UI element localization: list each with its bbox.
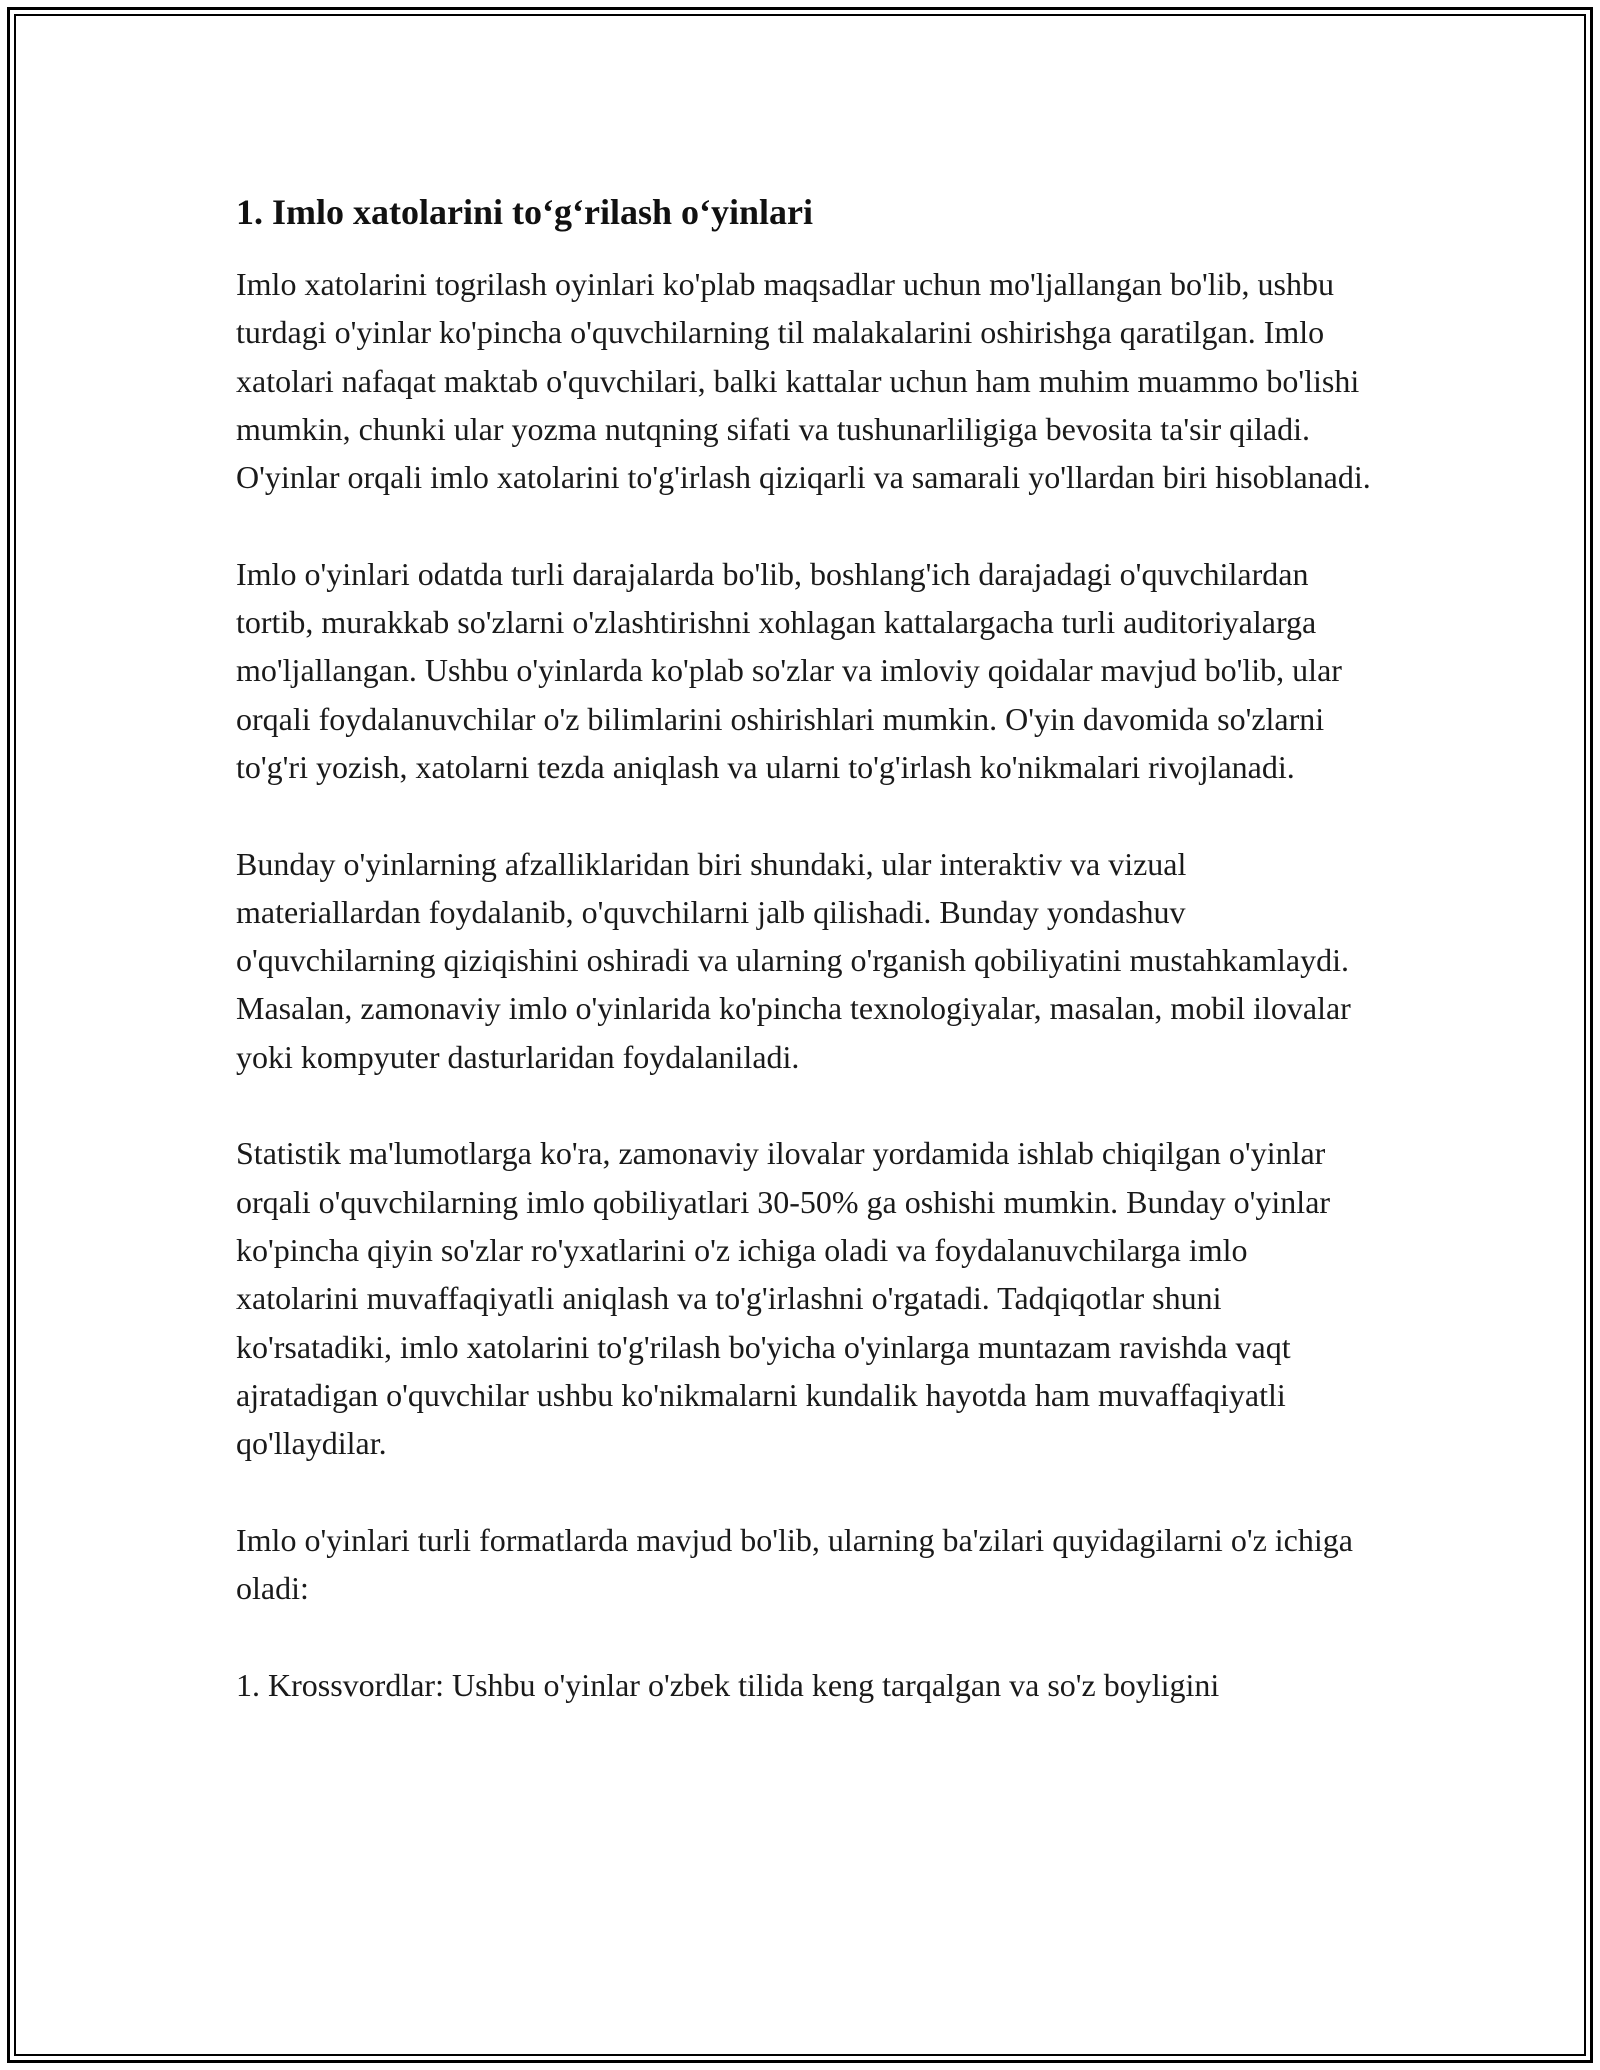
section-heading: 1. Imlo xatolarini to‘g‘rilash o‘yinlari <box>236 192 813 232</box>
paragraph-formats: Imlo o'yinlari turli formatlarda mavjud bo'lib, ularning ba'zilari quyidagilarni o'z ichiga oladi: <box>236 1521 1353 1607</box>
list-item-crosswords: 1. Krossvordlar: Ushbu o'yinlar o'zbek tilida keng tarqalgan va so'z boyligini <box>236 1666 1220 1703</box>
document-body <box>236 186 1376 1709</box>
paragraph-statistics: Statistik ma'lumotlarga ko'ra, zamonaviy ilovalar yordamida ishlab chiqilgan o'yinlar orqali o'quvchilarning imlo qobiliyatlari 30-50% ga oshishi mumkin. Bunday o'yinlar ko'pincha qiyin so'zlar ro'yxatlarini o'z ichiga oladi va foydalanuvchilarga imlo xatolarini muvaffaqiyatli aniqlash va to'g'irlashni o'rgatadi. Tadqiqotlar shuni ko'rsatadiki, imlo xatolarini to'g'rilash bo'yicha o'yinlarga muntazam ravishda vaqt ajratadigan o'quvchilar ushbu ko'nikmalarni kundalik hayotda ham muvaffaqiyatli qo'llaydilar. <box>236 1135 1331 1462</box>
paragraph-levels: Imlo o'yinlari odatda turli darajalarda bo'lib, boshlang'ich darajadagi o'quvchilardan tortib, murakkab so'zlarni o'zlashtirishni xohlagan kattalargacha turli auditoriyalarga mo'ljallangan. Ushbu o'yinlarda ko'plab so'zlar va imloviy qoidalar mavjud bo'lib, ular orqali foydalanuvchilar o'z bilimlarini oshirishlari mumkin. O'yin davomida so'zlarni to'g'ri yozish, xatolarni tezda aniqlash va ularni to'g'irlash ko'nikmalari rivojlanadi. <box>236 555 1342 785</box>
paragraph-intro: Imlo xatolarini togrilash oyinlari ko'plab maqsadlar uchun mo'ljallangan bo'lib, ushbu turdagi o'yinlar ko'pincha o'quvchilarning til malakalarini oshirishga qaratilgan. Imlo xatolari nafaqat maktab o'quvchilari, balki kattalar uchun ham muhim muammo bo'lishi mumkin, chunki ular yozma nutqning sifati va tushunarliligiga bevosita ta'sir qiladi. O'yinlar orqali imlo xatolarini to'g'irlash qiziqarli va samarali yo'llardan biri hisoblanadi. <box>236 266 1371 496</box>
paragraph-advantages: Bunday o'yinlarning afzalliklaridan biri shundaki, ular interaktiv va vizual materiallardan foydalanib, o'quvchilarni jalb qilishadi. Bunday yondashuv o'quvchilarning qiziqishini oshiradi va ularning o'rganish qobiliyatini mustahkamlaydi. Masalan, zamonaviy imlo o'yinlarida ko'pincha texnologiyalar, masalan, mobil ilovalar yoki kompyuter dasturlaridan foydalaniladi. <box>236 845 1351 1075</box>
